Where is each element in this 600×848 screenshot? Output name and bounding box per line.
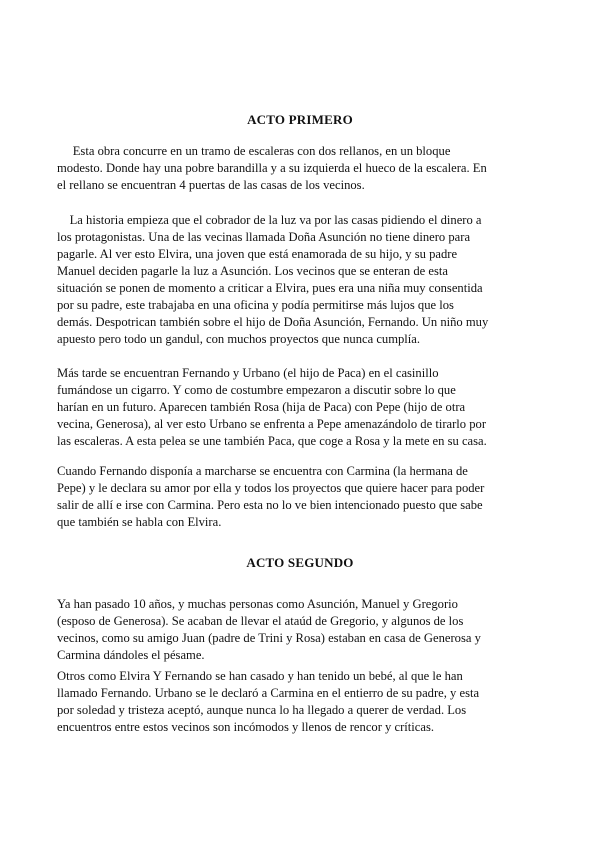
text-line: La historia empieza que el cobrador de la luz va por las casas pidiendo el dinero a bbox=[57, 213, 482, 227]
text-line: situación se ponen de momento a criticar a Elvira, pues era una niña muy consentida bbox=[57, 281, 483, 295]
text-line: Ya han pasado 10 años, y muchas personas como Asunción, Manuel y Gregorio bbox=[57, 597, 458, 611]
text-line: por su padre, este trabajaba en una oficina y podía permitirse más lujos que los bbox=[57, 298, 454, 312]
text-line: vecina, Generosa), al ver esto Urbano se enfrenta a Pepe amenazándolo de tirarlo por bbox=[57, 417, 487, 431]
text-line: fumándose un cigarro. Y como de costumbre empezaron a discutir sobre lo que bbox=[57, 383, 456, 397]
text-line: los protagonistas. Una de las vecinas llamada Doña Asunción no tiene dinero para bbox=[57, 230, 471, 244]
text-line: encuentros entre estos vecinos son incómodos y llenos de rencor y críticas. bbox=[57, 720, 435, 734]
text-line: Más tarde se encuentran Fernando y Urbano (el hijo de Paca) en el casinillo bbox=[57, 366, 439, 380]
text-line: vecinos, como su amigo Juan (padre de Trini y Rosa) estaban en casa de Generosa y bbox=[57, 631, 481, 645]
text-line: Otros como Elvira Y Fernando se han casado y han tenido un bebé, al que le han bbox=[57, 669, 463, 683]
text-line: Cuando Fernando disponía a marcharse se encuentra con Carmina (la hermana de bbox=[57, 464, 468, 478]
act-one-paragraph-2 bbox=[57, 212, 543, 348]
text-line: el rellano se encuentran 4 puertas de las casas de los vecinos. bbox=[57, 178, 365, 192]
act-two-paragraph-1 bbox=[57, 596, 543, 664]
act-two-paragraph-2 bbox=[57, 668, 543, 736]
act-one-paragraph-4 bbox=[57, 463, 543, 531]
text-line: por soledad y tristeza aceptó, aunque nunca lo ha llegado a querer de verdad. Los bbox=[57, 703, 467, 717]
act-one-paragraph-3 bbox=[57, 365, 543, 450]
text-line: apuesto pero todo un gandul, con muchos proyectos que nunca cumplía. bbox=[57, 332, 421, 346]
text-line: Manuel deciden pagarle la luz a Asunción. Los vecinos que se enteran de esta bbox=[57, 264, 448, 278]
text-line: salir de allí e irse con Carmina. Pero esta no lo ve bien intencionado puesto que sabe bbox=[57, 498, 483, 512]
text-line: que también se habla con Elvira. bbox=[57, 515, 222, 529]
text-line: (esposo de Generosa). Se acaban de llevar el ataúd de Gregorio, y algunos de los bbox=[57, 614, 464, 628]
act-two-heading: ACTO SEGUNDO bbox=[246, 555, 354, 570]
text-line: modesto. Donde hay una pobre barandilla y a su izquierda el hueco de la escalera. En bbox=[57, 161, 487, 175]
act-one-heading: ACTO PRIMERO bbox=[247, 112, 353, 127]
text-line: harían en un futuro. Aparecen también Rosa (hija de Paca) con Pepe (hijo de otra bbox=[57, 400, 466, 414]
text-line: las escaleras. A esta pelea se une también Paca, que coge a Rosa y la mete en su casa. bbox=[57, 434, 487, 448]
act-one-paragraph-1 bbox=[57, 143, 543, 194]
text-line: Pepe) y le declara su amor por ella y todos los proyectos que quiere hacer para poder bbox=[57, 481, 485, 495]
text-line: Esta obra concurre en un tramo de escaleras con dos rellanos, en un bloque bbox=[57, 144, 451, 158]
text-line: pagarle. Al ver esto Elvira, una joven que está enamorada de su hijo, y su padre bbox=[57, 247, 458, 261]
text-line: llamado Fernando. Urbano se le declaró a Carmina en el entierro de su padre, y esta bbox=[57, 686, 480, 700]
text-line: demás. Despotrican también sobre el hijo de Doña Asunción, Fernando. Un niño muy bbox=[57, 315, 489, 329]
text-line: Carmina dándoles el pésame. bbox=[57, 648, 205, 662]
